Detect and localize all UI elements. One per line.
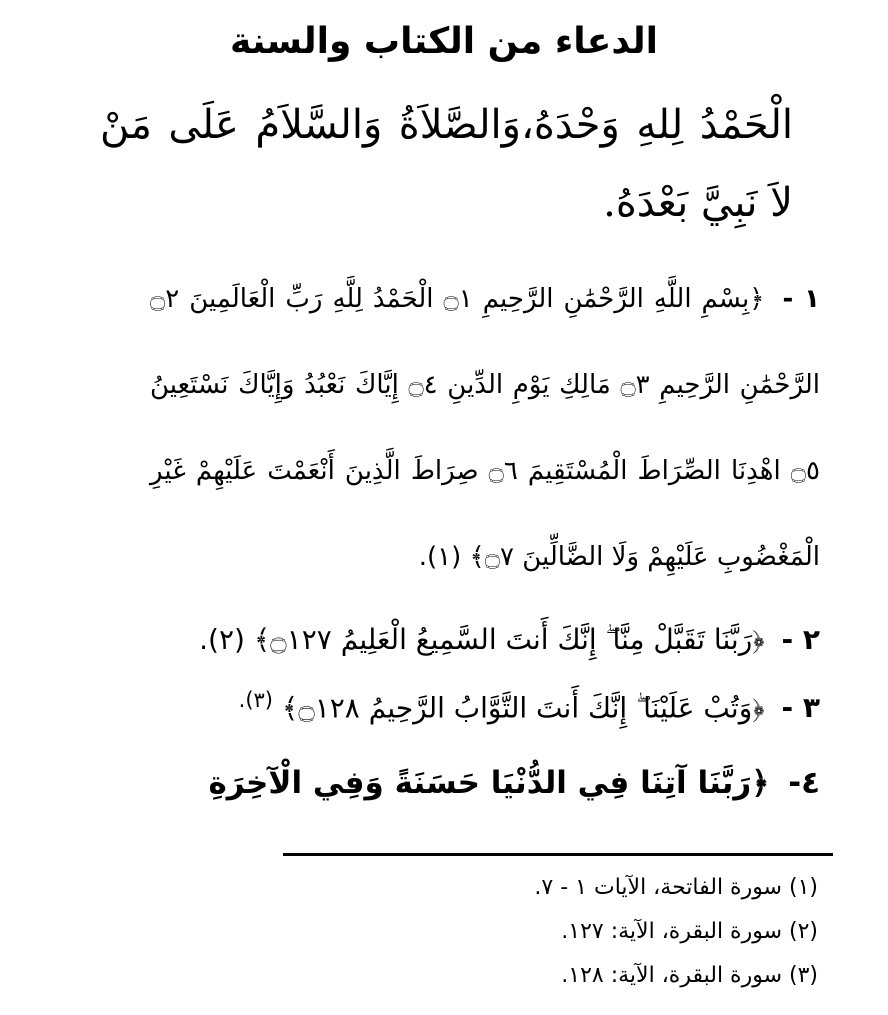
footnote-item: (٢) سورة البقرة، الآية: ١٢٧.	[561, 919, 818, 944]
page-title: الدعاء من الكتاب والسنة	[229, 21, 659, 62]
verse-number: ٢ -	[781, 623, 820, 656]
verse-text: ﴿رَبَّنَا تَقَبَّلْ مِنَّا ۖ إِنَّكَ أَنتَ السَّمِيعُ الْعَلِيمُ ۝١٢٧﴾	[253, 623, 765, 656]
footnote-reference: (١).	[418, 542, 462, 572]
footnote-item: (١) سورة الفاتحة، الآيات ١ - ٧.	[534, 875, 818, 900]
verse-text: ﴿رَبَّنَا آتِنَا فِي الدُّنْيَا حَسَنَةً وَفِي الْآخِرَةِ	[208, 765, 770, 802]
verse-text: ﴿وَتُبْ عَلَيْنَا ۖ إِنَّكَ أَنتَ التَّوَّابُ الرَّحِيمُ ۝١٢٨﴾	[281, 691, 765, 725]
intro-paragraph: الْحَمْدُ لِلهِ وَحْدَهُ،وَالصَّلاَةُ وَالسَّلاَمُ عَلَى مَنْ لاَ نَبِيَّ بَعْدَهُ.	[100, 102, 793, 226]
footnote-item: (٣) سورة البقرة، الآية: ١٢٨.	[561, 963, 818, 988]
verse-item	[150, 610, 820, 670]
footnotes	[534, 866, 818, 998]
verse-list	[150, 262, 820, 818]
verse-item	[150, 748, 820, 818]
footnote-reference: (٢).	[199, 623, 245, 656]
verse-number: ٣ -	[781, 691, 820, 725]
verse-number: ١ -	[782, 284, 821, 314]
footnote-divider	[283, 853, 833, 856]
footnote-reference: (٣).	[238, 688, 273, 712]
verse-item	[150, 670, 820, 738]
verse-item	[150, 256, 820, 600]
verse-text: ﴿بِسْمِ اللَّهِ الرَّحْمَٰنِ الرَّحِيمِ ۝١ الْحَمْدُ لِلَّهِ رَبِّ الْعَالَمِينَ ۝٢ الرَّحْمَٰنِ الرَّحِيمِ ۝٣ مَالِكِ يَوْمِ الدِّينِ ۝٤ إِيَّاكَ نَعْبُدُ وَإِيَّاكَ نَسْتَعِينُ ۝٥ اهْدِنَا الصِّرَاطَ الْمُسْتَقِيمَ ۝٦ صِرَاطَ الَّذِينَ أَنْعَمْتَ عَلَيْهِمْ غَيْرِ الْمَغْضُوبِ عَلَيْهِمْ وَلَا الضَّالِّينَ ۝٧﴾	[150, 284, 821, 572]
verse-number: ٤-	[788, 765, 820, 802]
